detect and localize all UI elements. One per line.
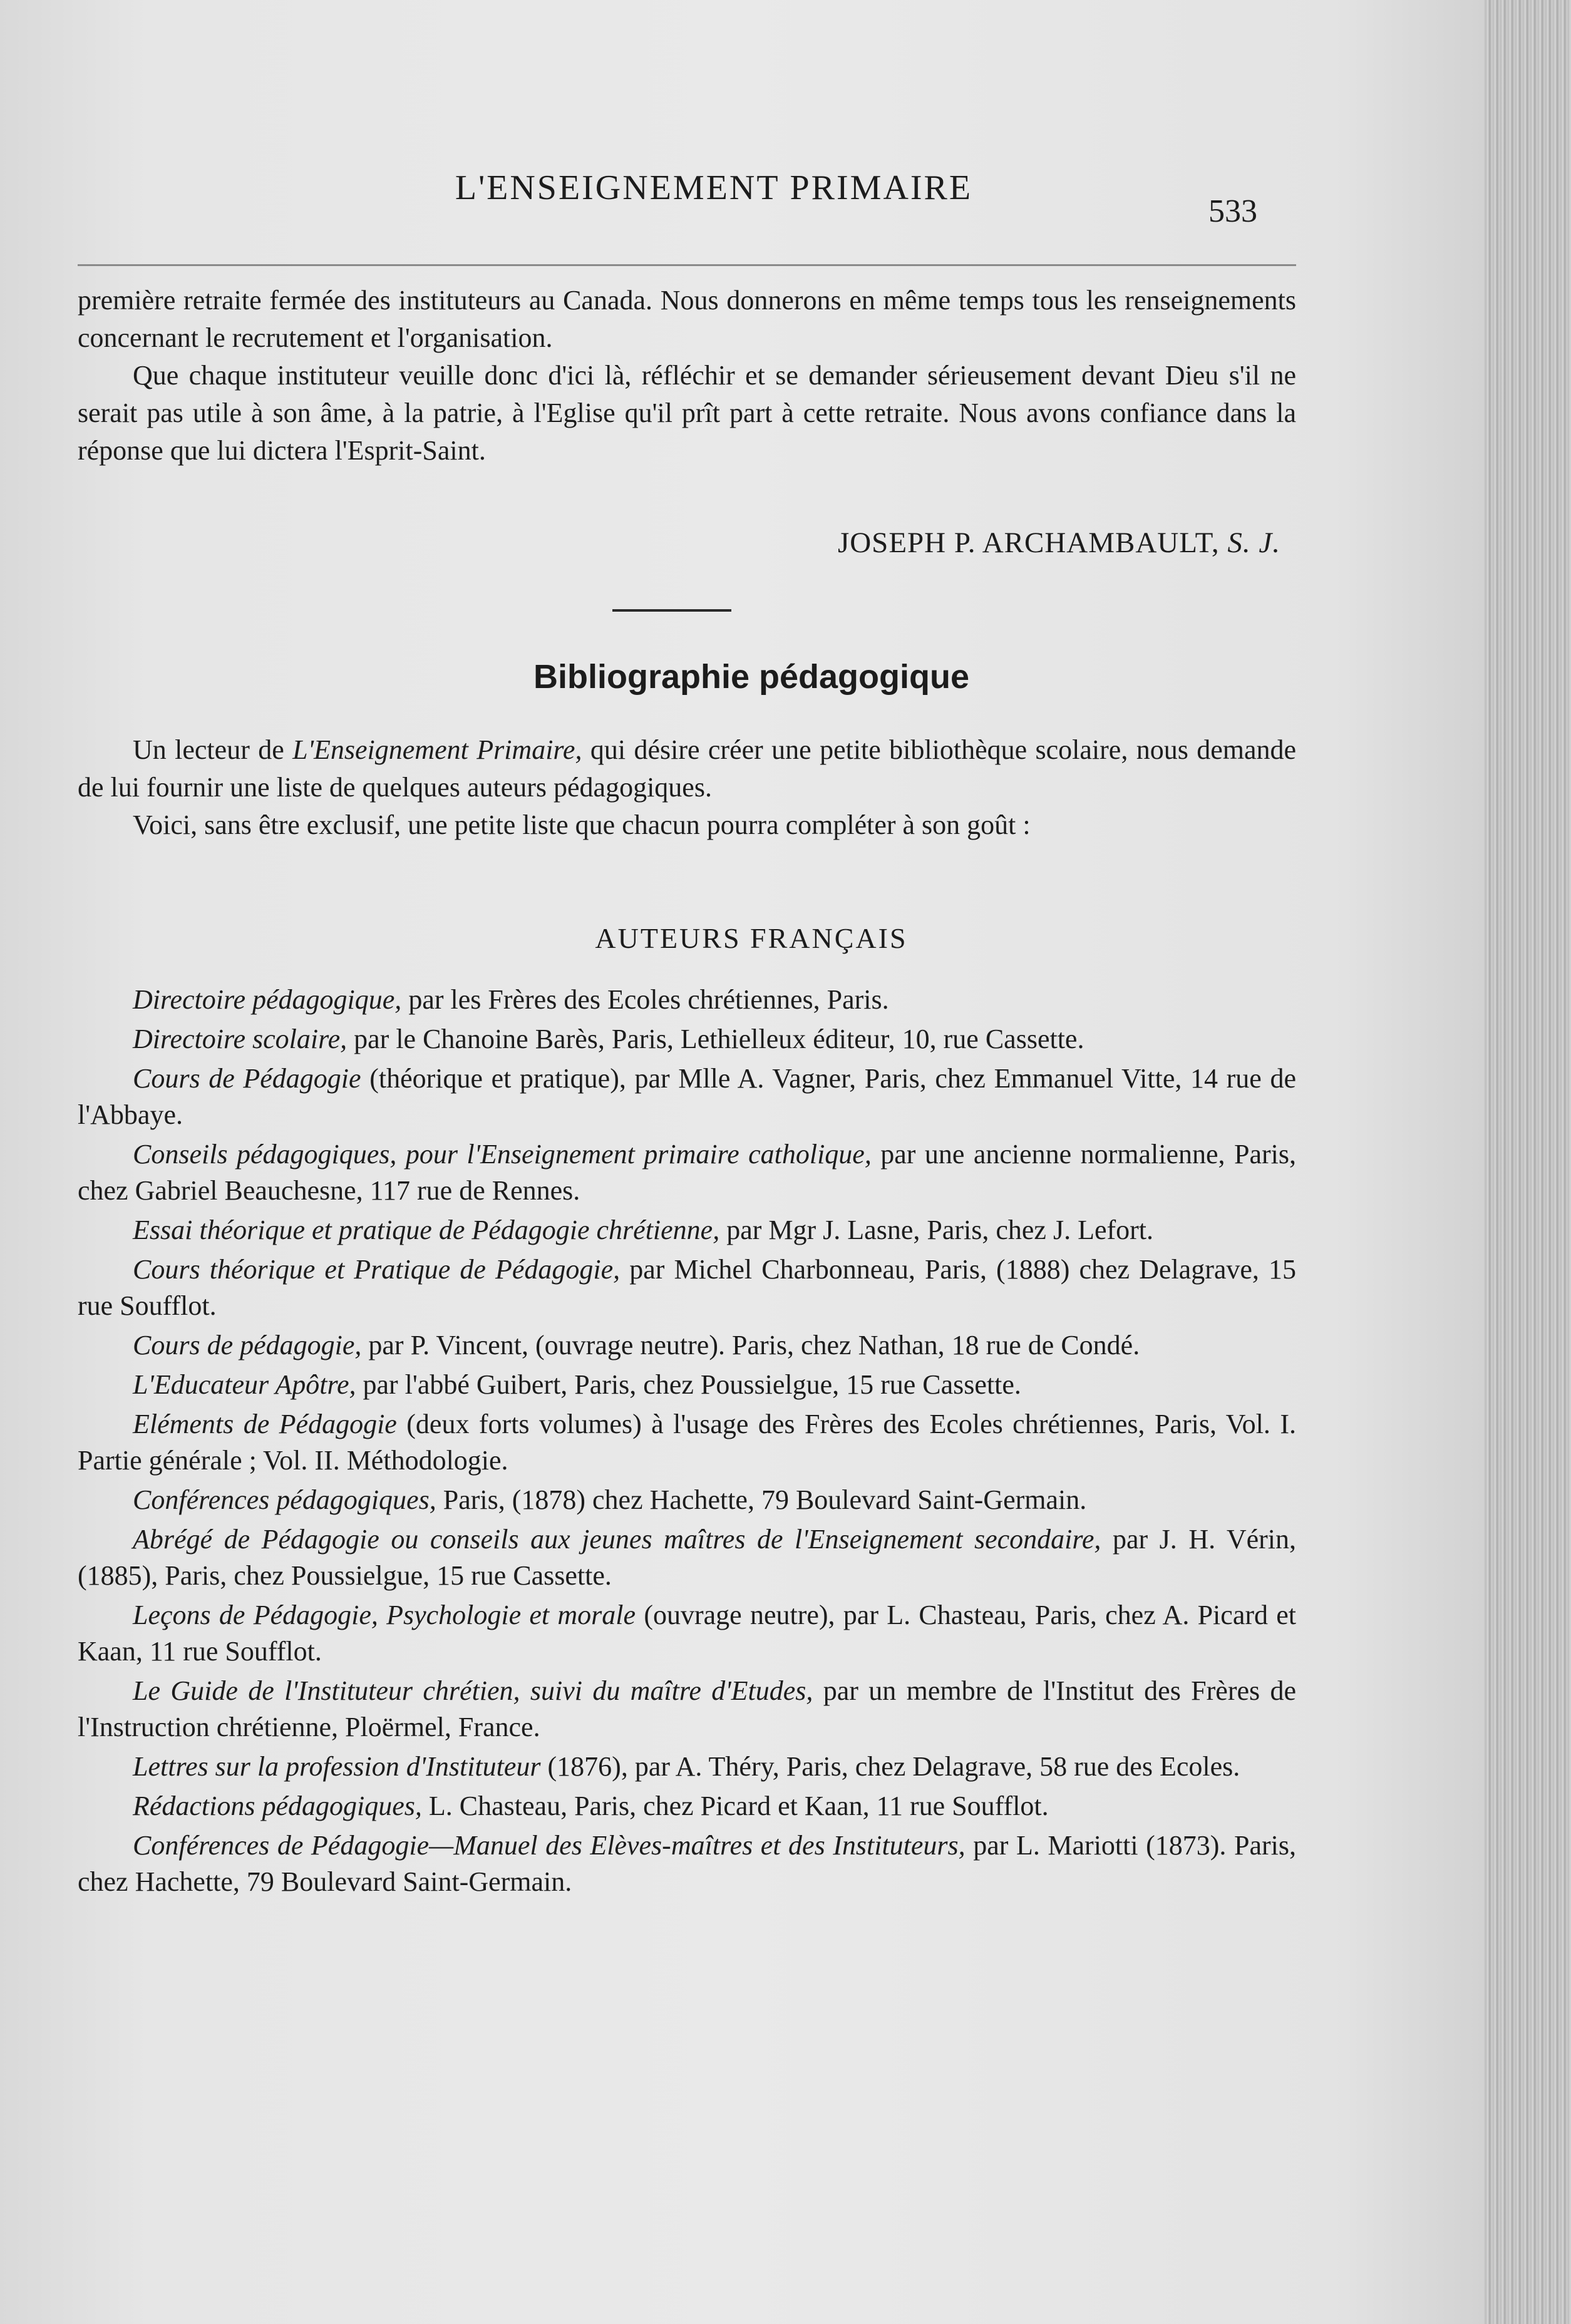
continuation-paragraph-1: première retraite fermée des instituteurs au Canada. Nous donnerons en même temps tous les renseignements concernant le recrutement et l'organisation.	[78, 285, 1296, 353]
bibliography-entry	[78, 1136, 1296, 1209]
entry-details: L. Chasteau, Paris, chez Picard et Kaan, 11 rue Soufflot.	[428, 1791, 1049, 1821]
intro-p1-after: qui désire créer une petite bibliothèque scolaire, nous demande de lui fournir une liste de quelques auteurs pédagogiques.	[78, 734, 1297, 803]
entry-details: par un membre de l'Institut des Frères de l'Instruction chrétienne, Ploërmel, France.	[78, 1675, 1296, 1742]
bibliography-entry	[78, 1021, 1296, 1057]
bibliography-entry	[78, 1406, 1296, 1479]
entry-title: Conseils pédagogiques, pour l'Enseignement primaire catholique,	[133, 1139, 872, 1170]
bibliography-entry	[78, 1482, 1296, 1518]
entry-title: Cours théorique et Pratique de Pédagogie,	[133, 1254, 621, 1285]
entry-details: (théorique et pratique), par Mlle A. Vagner, Paris, chez Emmanuel Vitte, 14 rue de l'Abbaye.	[78, 1063, 1296, 1130]
signature-title: S. J.	[1227, 527, 1280, 559]
section-divider	[612, 609, 731, 612]
entry-details: par Michel Charbonneau, Paris, (1888) chez Delagrave, 15 rue Soufflot.	[78, 1254, 1297, 1321]
bibliography-entry	[78, 982, 1296, 1018]
continuation-text	[78, 282, 1296, 470]
signature	[626, 526, 1280, 560]
section-title: Bibliographie pédagogique	[533, 658, 969, 696]
bibliography-list	[78, 982, 1296, 1903]
bibliography-entry	[78, 1252, 1296, 1324]
book-edge	[1484, 0, 1571, 2324]
entry-details: par l'abbé Guibert, Paris, chez Poussielgue, 15 rue Cassette.	[363, 1369, 1021, 1400]
entry-title: Le Guide de l'Instituteur chrétien, suivi du maître d'Etudes,	[133, 1675, 813, 1706]
bibliography-entry	[78, 1749, 1296, 1785]
entry-details: (1876), par A. Théry, Paris, chez Delagrave, 58 rue des Ecoles.	[547, 1751, 1240, 1782]
bibliography-entry	[78, 1212, 1296, 1248]
entry-title: Essai théorique et pratique de Pédagogie chrétienne,	[133, 1215, 720, 1245]
continuation-paragraph-2: Que chaque instituteur veuille donc d'ici là, réfléchir et se demander sérieusement devant Dieu s'il ne serait pas utile à son âme, à la patrie, à l'Eglise qu'il prît part à cette retraite. Nous avons confiance dans la réponse que lui dictera l'Esprit-Saint.	[78, 360, 1296, 466]
intro-paragraph-1	[78, 731, 1296, 806]
entry-details: (ouvrage neutre), par L. Chasteau, Paris, chez A. Picard et Kaan, 11 rue Soufflot.	[78, 1600, 1297, 1667]
entry-title: Conférences de Pédagogie—Manuel des Elèves-maîtres et des Instituteurs,	[133, 1830, 966, 1861]
entry-title: Eléments de Pédagogie	[133, 1409, 397, 1439]
entry-details: par le Chanoine Barès, Paris, Lethielleux éditeur, 10, rue Cassette.	[354, 1024, 1084, 1054]
signature-name: JOSEPH P. ARCHAMBAULT,	[837, 527, 1220, 559]
entry-title: Rédactions pédagogiques,	[133, 1791, 422, 1821]
entry-title: Abrégé de Pédagogie ou conseils aux jeunes maîtres de l'Enseignement secondaire,	[133, 1524, 1101, 1555]
entry-title: Directoire pédagogique,	[133, 984, 402, 1015]
entry-details: par Mgr J. Lasne, Paris, chez J. Lefort.	[726, 1215, 1154, 1245]
bibliography-entry	[78, 1673, 1296, 1746]
entry-title: Leçons de Pédagogie, Psychologie et morale	[133, 1600, 636, 1630]
bibliography-entry	[78, 1367, 1296, 1403]
bibliography-entry	[78, 1788, 1296, 1824]
bibliography-entry	[78, 1521, 1296, 1594]
intro-p1-before: Un lecteur de	[133, 734, 284, 765]
bibliography-entry	[78, 1061, 1296, 1133]
entry-details: par P. Vincent, (ouvrage neutre). Paris, chez Nathan, 18 rue de Condé.	[368, 1330, 1140, 1360]
intro-p1-journal-title: L'Enseignement Primaire,	[292, 734, 582, 765]
intro-text	[78, 731, 1296, 844]
entry-details: (deux forts volumes) à l'usage des Frères des Ecoles chrétiennes, Paris, Vol. I. Partie générale ; Vol. II. Méthodologie.	[78, 1409, 1296, 1476]
subsection-title: AUTEURS FRANÇAIS	[595, 922, 908, 954]
entry-details: par L. Mariotti (1873). Paris, chez Hachette, 79 Boulevard Saint-Germain.	[78, 1830, 1296, 1897]
bibliography-entry	[78, 1597, 1296, 1670]
intro-paragraph-2: Voici, sans être exclusif, une petite liste que chacun pourra compléter à son goût :	[133, 810, 1031, 840]
entry-title: Cours de pédagogie,	[133, 1330, 362, 1360]
entry-title: Lettres sur la profession d'Instituteur	[133, 1751, 541, 1782]
entry-title: L'Educateur Apôtre,	[133, 1369, 356, 1400]
entry-details: par les Frères des Ecoles chrétiennes, Paris.	[408, 984, 889, 1015]
bibliography-entry	[78, 1327, 1296, 1364]
page-number: 533	[1208, 193, 1257, 229]
entry-title: Cours de Pédagogie	[133, 1063, 361, 1094]
header-rule	[78, 264, 1296, 266]
running-head: L'ENSEIGNEMENT PRIMAIRE	[455, 168, 973, 207]
entry-details: par J. H. Vérin, (1885), Paris, chez Poussielgue, 15 rue Cassette.	[78, 1524, 1297, 1591]
entry-title: Directoire scolaire,	[133, 1024, 348, 1054]
entry-details: par une ancienne normalienne, Paris, chez Gabriel Beauchesne, 117 rue de Rennes.	[78, 1139, 1296, 1206]
entry-details: Paris, (1878) chez Hachette, 79 Boulevard Saint-Germain.	[443, 1484, 1087, 1515]
bibliography-entry	[78, 1828, 1296, 1900]
entry-title: Conférences pédagogiques,	[133, 1484, 436, 1515]
